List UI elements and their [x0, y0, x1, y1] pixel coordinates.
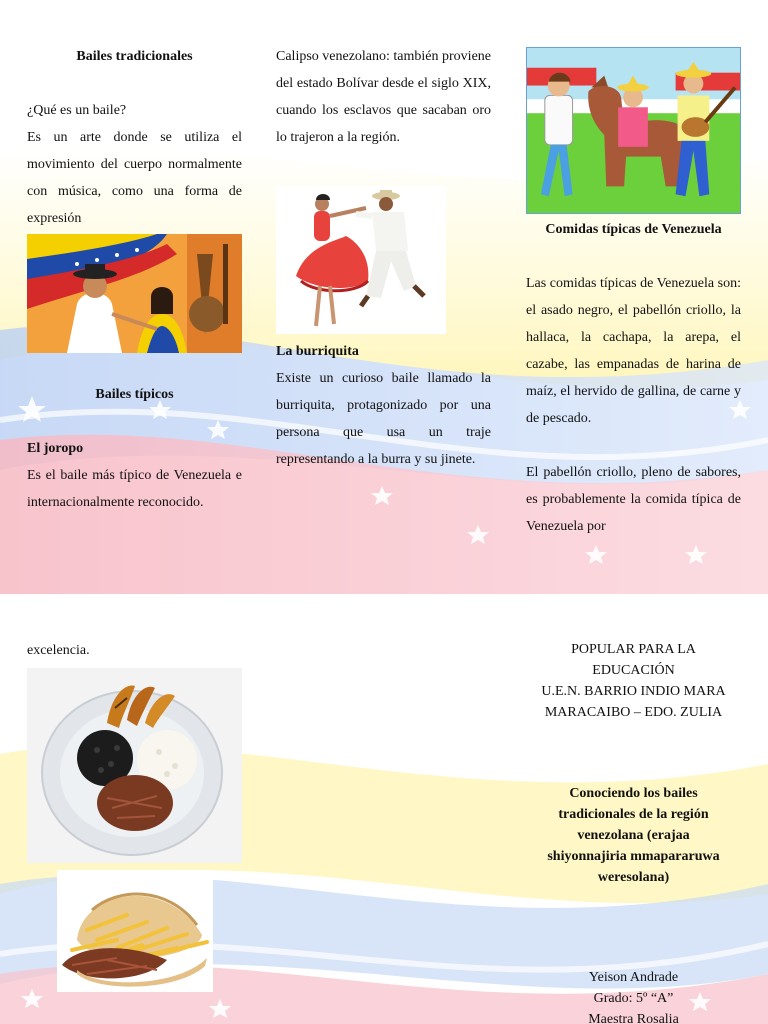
continued-text-block — [27, 637, 242, 664]
title-line-1: Conociendo los bailes — [569, 786, 698, 801]
title-joropo: El joropo — [27, 441, 84, 456]
author-grade: Grado: 5º “A” — [593, 991, 674, 1006]
text-burriquita: Existe un curioso baile llamado la burriquita, protagonizado por una persona que usa un traje representando a la burra y su jinete. — [276, 371, 491, 467]
panel-bailes-tipicos — [27, 381, 242, 516]
school-line-1: POPULAR PARA LA — [571, 642, 696, 657]
burriquita-illustration — [526, 47, 741, 214]
text-comidas-tipicas: Las comidas típicas de Venezuela son: el asado negro, el pabellón criollo, la hallaca, la cachapa, la arepa, el cazabe, las empanadas de harina de maíz, el hervido de gallina, de carne y de pescado. — [526, 276, 741, 426]
title-line-5: weresolana) — [597, 870, 670, 885]
answer-baile: Es un arte donde se utiliza el movimiento del cuerpo normalmente con música, como una forma de expresión — [27, 130, 242, 226]
heading-bailes-tipicos: Bailes típicos — [95, 387, 174, 402]
panel-calipso — [276, 43, 491, 151]
author-block — [526, 967, 741, 1024]
author-name: Yeison Andrade — [588, 970, 679, 985]
calipso-dancers-photo — [276, 186, 446, 334]
pabellon-criollo-photo — [27, 668, 242, 863]
school-line-2: EDUCACIÓN — [592, 663, 675, 678]
brochure-title-block — [526, 783, 741, 888]
title-line-2: tradicionales de la región — [558, 807, 709, 822]
author-teacher: Maestra Rosalia — [588, 1012, 679, 1024]
school-info-block — [526, 639, 741, 723]
panel-bailes-tradicionales — [27, 43, 242, 232]
heading-comidas-tipicas: Comidas típicas de Venezuela — [545, 222, 722, 237]
text-calipso: Calipso venezolano: también proviene del estado Bolívar desde el siglo XIX, cuando los esclavos que sacaban oro lo trajeron a la región. — [276, 49, 491, 145]
text-excelencia: excelencia. — [27, 643, 90, 658]
question-que-es-baile: ¿Qué es un baile? — [27, 103, 127, 118]
joropo-illustration — [27, 234, 242, 353]
school-line-4: MARACAIBO – EDO. ZULIA — [544, 705, 723, 720]
heading-bailes-tradicionales: Bailes tradicionales — [76, 49, 193, 64]
panel-burriquita — [276, 338, 491, 473]
text-joropo: Es el baile más típico de Venezuela e internacionalmente reconocido. — [27, 468, 242, 510]
panel-comidas — [526, 216, 741, 540]
text-pabellon: El pabellón criollo, pleno de sabores, es probablemente la comida típica de Venezuela por — [526, 465, 741, 534]
arepa-photo — [57, 870, 213, 992]
title-burriquita: La burriquita — [276, 344, 359, 359]
title-line-4: shiyonnajiria mmapararuwa — [547, 849, 720, 864]
brochure-page-inside — [0, 594, 768, 1024]
title-line-3: venezolana (erajaa — [577, 828, 690, 843]
school-line-3: U.E.N. BARRIO INDIO MARA — [541, 684, 726, 699]
